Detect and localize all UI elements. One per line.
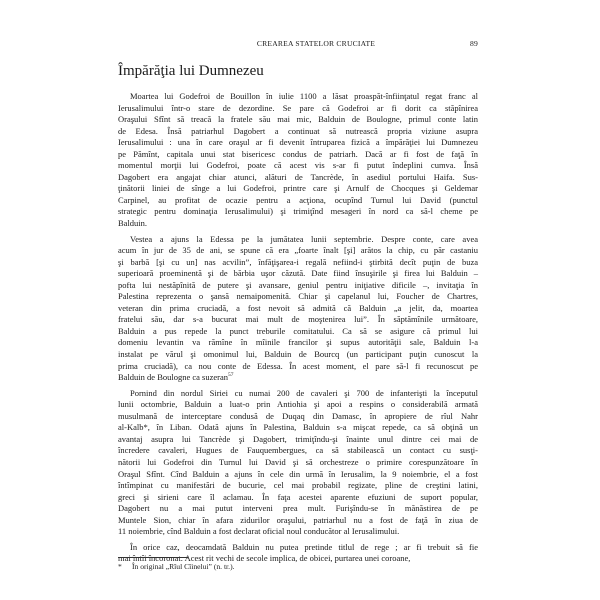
paragraph-line: instalat pe vărul şi omonimul lui, Balduin de Bourcq (un participant puţin cunoscut la [118, 349, 478, 360]
paragraph-line: Balduin de Boulogne ca suzeran [118, 372, 228, 383]
paragraph-line: pe Pămînt, capitala unui stat bisericesc condus de patriarh. Dacă ar fi fost de faţă în [118, 148, 478, 159]
paragraph-line: superioară proeminentă şi de bărbia uşor căzută. Date fiind însuşirile şi firea lui Balduin – [118, 268, 478, 279]
paragraph-line: 11 noiembrie, cînd Balduin a fost declarat oficial noul conducător al Ierusalimului. [118, 526, 400, 537]
footnote-divider [118, 557, 188, 558]
running-title: CREAREA STATELOR CRUCIATE [256, 39, 376, 48]
paragraph-line: Balduin a pus repede la punct treburile comitatului. Ca să se asigure că primul lui [118, 325, 478, 336]
section-title: Împărăţia lui Dumnezeu [118, 63, 264, 79]
paragraph-line: fratelui său, dar s-a bucurat mai mult de moştenirea lui”. În săptămînile următoare, [118, 314, 478, 325]
paragraph-line: Dagobert era angajat chiar atunci, alături de Tancrède, în asediul portului Haifa. Sus- [118, 171, 478, 182]
paragraph-line: de Edesa. Însă patriarhul Dagobert a continuat să nutrească propria viziune asupra [118, 125, 478, 136]
page-number: 89 [470, 39, 478, 48]
paragraph-line: strategic pentru dominaţia Ierusalimului) şi trimiţînd mesageri în nord ca să-l cheme pe [118, 206, 478, 217]
paragraph-line: Muntele Sion, chiar în afara zidurilor oraşului, patriarhul nu a fost de faţă în ziua de [118, 514, 478, 525]
footnote-text: În original „Rîul Cîinelui” (n. tr.). [132, 562, 235, 571]
paragraph-line: Oraşul Sfînt. Cînd Balduin a ajuns în cele din urmă în Ierusalim, la 9 noiembrie, el a fost [118, 468, 478, 479]
body-text [118, 91, 478, 565]
paragraph-line: lunii octombrie, Balduin a luat-o prin Antiohia şi apoi a respins o considerabilă armată [118, 399, 478, 410]
paragraph-line: prima cruciadă), ca nou conte de Edessa. În acest moment, el pare să-l fi recunoscut pe [118, 360, 478, 371]
paragraph-line: musulmană de interceptare condusă de Duqaq din Damasc, în apropiere de rîul Nahr [118, 410, 478, 421]
paragraph-line: Ierusalimului într-o stare de dezordine. Se pare că Godefroi ar fi dorit ca stăpînirea [118, 102, 478, 113]
paragraph-line: pofta lui nestăpînită de putere şi avansare, geniul pentru iniţiative dificile –, invitaţia în [118, 279, 478, 290]
paragraph-line: Palestina reprezenta o şansă nemaipomenită. Chiar şi capelanul lui, Foucher de Chartres, [118, 291, 478, 302]
paragraph-line: Moartea lui Godefroi de Bouillon în iulie 1100 a lăsat proaspăt-înfiinţatul regat franc al [130, 91, 478, 101]
running-head [118, 39, 478, 51]
paragraph-line: avantaj asupra lui Tancrède şi Dagobert, trimiţîndu-şi înainte unul dintre cei mai de [118, 433, 478, 444]
paragraph-line: Vestea a ajuns la Edessa pe la jumătatea lunii septembrie. Despre conte, care avea [130, 233, 478, 244]
paragraph-line: În orice caz, deocamdată Balduin nu putea pretinde titlul de rege ; ar fi trebuit să fie [130, 541, 478, 552]
paragraph-line: Pornind din nordul Siriei cu numai 200 de cavaleri şi 700 de infanterişti la începutul [130, 387, 478, 398]
paragraph-line: nătorii lui Godefroi din Turnul lui David şi să orchestreze o primire corespunzătoare în [118, 456, 478, 467]
paragraph-line: greci şi sirieni care îl aclamau. În faţa acestei aparente efuziuni de suport popular, [118, 491, 478, 502]
paragraph-line: întîmpinat cu manifestări de bucurie, cel mai probabil regizate, pline de creştini latini, [118, 480, 478, 491]
paragraph-line: şi barbă [şi cu un] nas acvilin”, înfăţişarea-i regală nefiind-i ştirbită decît puţin de buza [118, 256, 478, 267]
paragraph-line: acum în jur de 35 de ani, se spune că era „foarte înalt [şi] arătos la chip, cu păr castaniu [118, 245, 478, 256]
paragraph-line: momentul morţii lui Godefroi, poate că acest vis s-ar fi putut îndeplini cumva. Însă [118, 160, 478, 171]
paragraph-line: încredere cavaleri, Hugues de Fauquembergues, ca să stabilească un contact cu susţi- [118, 445, 478, 456]
paragraph-line: ţinătorii liniei de sînge a lui Godefroi, printre care şi Arnulf de Chocques şi Geldemar [118, 183, 478, 194]
paragraph-line: Balduin. [118, 218, 148, 229]
paragraph-line: Ierusalimului : una în care oraşul ar fi devenit întruparea fizică a împărăţiei lui Dumnezeu [118, 137, 478, 148]
paragraph-line: veteran din prima cruciadă, a fost nevoit să admită că Balduin „a jelit, da, moartea [118, 302, 478, 313]
footnote [118, 562, 478, 572]
footnote-reference: 57 [228, 372, 234, 379]
paragraph-line: mai întîi încoronat. Acest rit vechi de secole implica, de obicei, purtarea unei coroane, [118, 553, 411, 564]
footnote-mark: * [118, 562, 122, 571]
paragraph-line: domeniu levantin va rămîne în mîinile francilor şi supus autorităţii sale, Balduin l-a [118, 337, 478, 348]
paragraph-line: al-Kalb*, în Liban. Odată ajuns în Palestina, Balduin s-a mişcat repede, ca să obţină un [118, 422, 478, 433]
paragraph-line: Oraşului Sfînt să treacă la fratele său mai mic, Balduin de Boulogne, primul conte latin [118, 114, 478, 125]
paragraph-line: Carpinel, au profitat de ocazie pentru a acţiona, ocupînd Turnul lui David (punctul [118, 194, 478, 205]
paragraph-line: Dagobert nu a mai putut interveni prea mult. Furişîndu-se în mănăstirea de pe [118, 503, 478, 514]
